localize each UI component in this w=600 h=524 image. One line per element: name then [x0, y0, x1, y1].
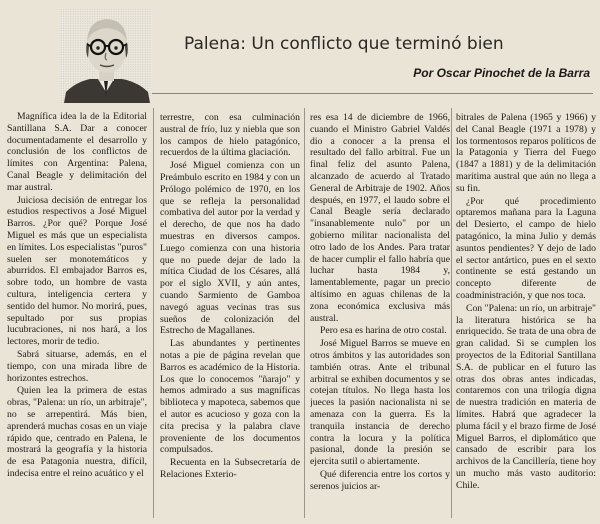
article-column-2 [160, 112, 300, 524]
author-photo [60, 8, 152, 103]
paragraph: José Miguel Barros se mueve en otros ámbitos y las autoridades son también otras. Ante el tribunal arbitral se exhiben documentos y se cotejan títulos. No llega hasta los jueces la pasión nacionalista ni se amenaza con la guerra. Es la tranquila instancia de derecho contra la locura y la política pasional, donde la presión se ejercita sutil o abiertamente. [310, 338, 450, 468]
paragraph: Qué diferencia entre los cortos y serenos juicios ar- [310, 468, 450, 492]
paragraph: Pero esa es harina de otro costal. [320, 325, 447, 337]
article-column-1 [7, 111, 147, 523]
paragraph: Quien lea la primera de estas obras, "Palena: un río, un arbitraje", no se arrepentirá. Más bien, aprenderá muchas cosas en un viaje rápido que, centrado en Palena, le mostrará la geografía y la historia de esa Patagonia nuestra, difícil, indecisa entre el reino acuático y el [7, 385, 147, 479]
article-byline: Por Oscar Pinochet de la Barra [413, 66, 590, 80]
article-column-3 [310, 112, 450, 524]
paragraph: Recuenta en la Subsecretaría de Relaciones Exterio- [160, 457, 300, 480]
paragraph: José Miguel comienza con un Preámbulo escrito en 1984 y con un Prólogo polémico de 1970, en los que se refleja la personalidad combativa del autor por la verdad y el derecho, de que nos ha dado muestras en diversos campos. Luego comienza con una historia que no puede dejar de lado la mítica Ciudad de los Césares, allá por el siglo XVII, y aún antes, cuando Sarmiento de Gamboa navegó aguas vecinas tras sus sueños de colonización del Estrecho de Magallanes. [160, 160, 300, 337]
paragraph: Sabrá situarse, además, en el tiempo, con una mirada libre de horizontes estrechos. [7, 348, 147, 384]
header-divider [152, 93, 593, 94]
column-divider [451, 108, 452, 518]
paragraph: Las abundantes y pertinentes notas a pie de página revelan que Barros es académico de la Historia. Los que lo conocemos "ñarajo" y hemos admirado a sus magníficas biblioteca y mapoteca, sabemos que el autor es acucioso y goza con la cita precisa y la palabra clave proveniente de los documentos compulsados. [160, 338, 300, 456]
column-divider [304, 108, 305, 518]
paragraph: res esa 14 de diciembre de 1966, cuando el Ministro Gabriel Valdés dio a conocer a la prensa el resultado del fallo arbitral. Fue un final feliz del asunto Palena, alcanzado de acuerdo al Tratado General de Arbitraje de 1902. Años después, en 1977, el laudo sobre el Canal Beagle sería declarado "insanablemente nulo" por un gobierno militar nacionalista del otro lado de los Andes. Para tratar de hacer cumplir el fallo habría que luchar hasta 1984 y, lamentablemente, pagar un precio altísimo en aguas chilenas de la zona económica exclusiva más austral. [310, 112, 450, 324]
paragraph: ¿Por qué procedimiento optaremos mañana para la Laguna del Desierto, el campo de hielo patagónico, la mina Julio y demás asuntos pendientes? Y dejo de lado el sector antártico, pues en el sexto continente se está gestando un concepto diferente de coadministración, y que nos toca. [456, 195, 596, 301]
paragraph: bitrales de Palena (1965 y 1966) y del Canal Beagle (1971 a 1978) y los tormentosos reparos políticos de la Patagonia y Tierra del Fuego (1847 a 1881) y de la delimitación marítima austral que aún no llega a su fin. [456, 112, 596, 194]
column-divider [153, 108, 154, 518]
paragraph: Juiciosa decisión de entregar los estudios respectivos a José Miguel Barros. ¿Por qué? Porque José Miguel es más que un especialista en límites. Los especialistas "puros" suelen ser monotemáticos y aburridos. El embajador Barros es, sobre todo, un hombre de vasta cultura, inteligencia certera y sentido del humor. No morirá, pues, sepultado por sus propias lucubraciones, ni nos hará, a los lectores, morir de tedio. [7, 194, 147, 348]
article-title: Palena: Un conflicto que terminó bien [184, 34, 504, 54]
paragraph: Magnífica idea la de la Editorial Santillana S.A. Dar a conocer documentadamente el desarrollo y conclusión de los conflictos de límites con Argentina: Palena, Canal Beagle y delimitación del mar austral. [7, 111, 147, 193]
paragraph: Con "Palena: un río, un arbitraje" la literatura histórica se ha enriquecido. Se trata de una obra de gran calidad. Si se cumplen los proyectos de la Editorial Santillana S.A. de publicar en el futuro las otras dos obras antes indicadas, contaremos con una trilogía digna de nuestra tradición en materia de límites. Habrá que agradecer la pluma fácil y el brazo firme de José Miguel Barros, el diplomático que cansado de escribir para los archivos de la Cancillería, tiene hoy un mucho más vasto auditorio: Chile. [456, 302, 596, 491]
article-column-4 [456, 112, 596, 524]
paragraph: terrestre, con esa culminación austral de frío, luz y niebla que son los campos de hielo patagónico, recuerdos de la última glaciación. [160, 112, 300, 159]
